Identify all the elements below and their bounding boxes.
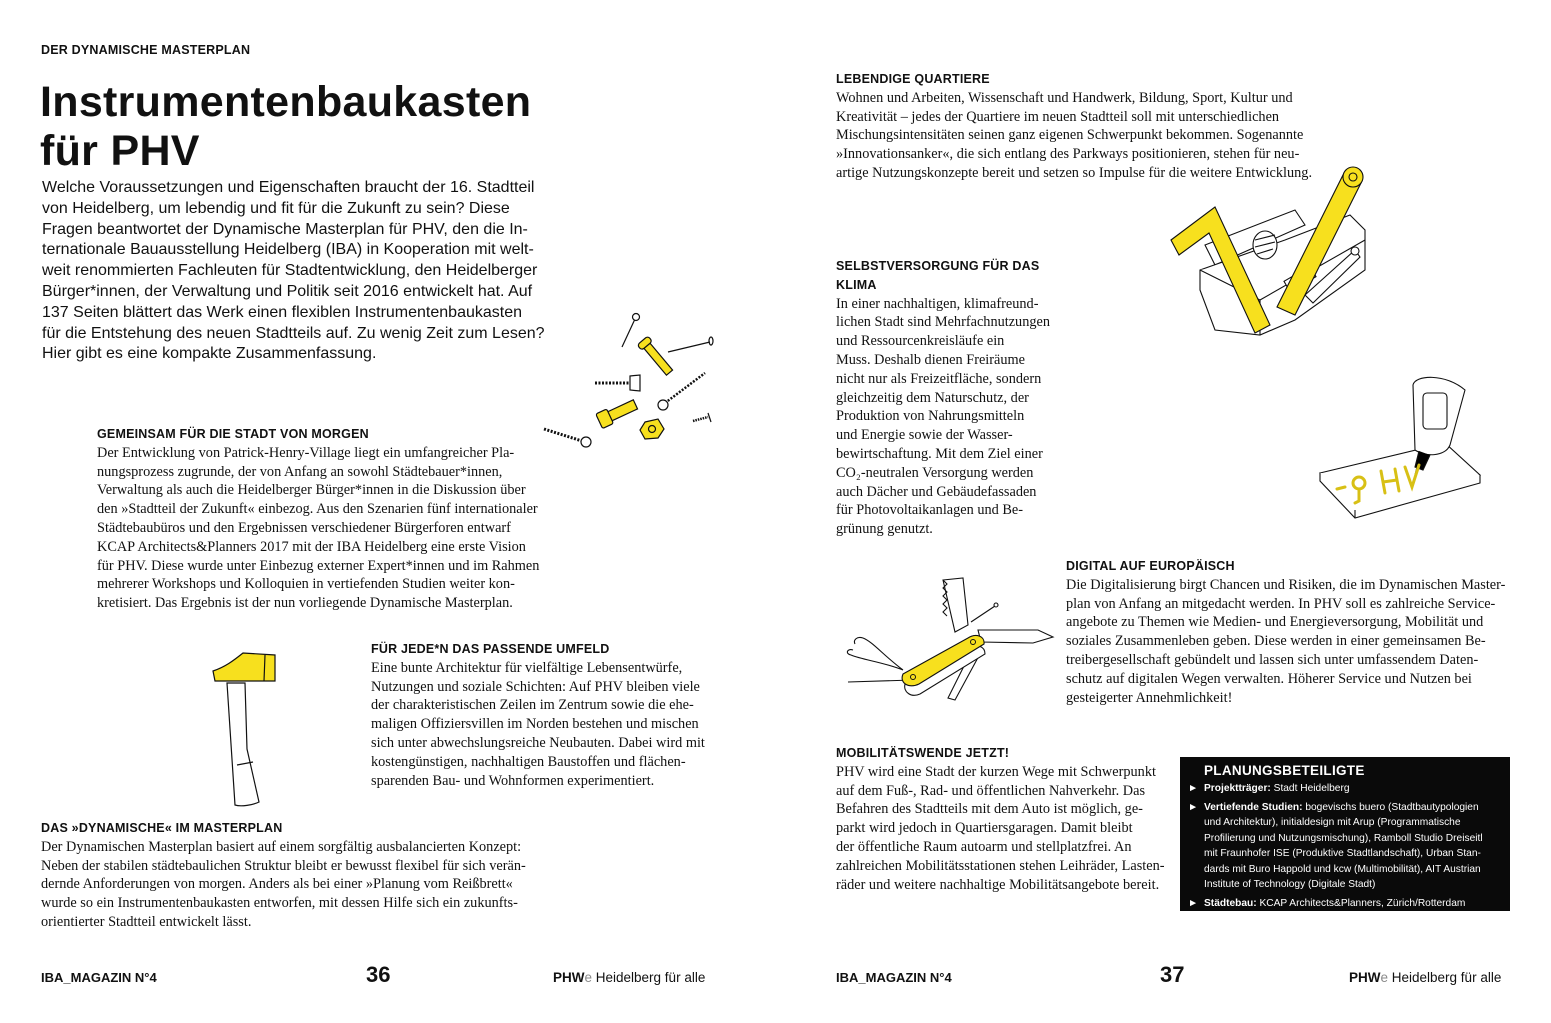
section-heading: MOBILITÄTSWENDE JETZT! (836, 746, 1010, 760)
body-line: plan von Anfang an mitgedacht werden. In PHV soll es zahlreiche Service- (1066, 595, 1496, 612)
body-line: artige Nutzungskonzepte bereit und setzen so Impulse für die weitere Entwicklung. (836, 164, 1313, 181)
item-text: KCAP Architects&Planners, Zürich/Rotterdam (1256, 897, 1466, 909)
body-line: parkt wird jedoch in Quartiersgaragen. Damit bleibt (836, 820, 1133, 837)
item-text: bogevischs buero (Stadtbautypologien (1302, 801, 1479, 813)
lead-line: 137 Seiten blättert das Werk einen flexiblen Instrumentenbaukasten (42, 303, 522, 321)
lead-line: ternationale Bauausstellung Heidelberg (IBA) in Kooperation mit welt- (42, 241, 534, 259)
hammer-illustration (205, 645, 285, 815)
body-line: schutz auf digitalen Wegen verwalten. Höherer Service und Nutzen bei (1066, 670, 1472, 687)
brand-light: e (1380, 970, 1389, 985)
body-line: dernde Anforderungen von morgen. Anders als bei einer »Planung vom Reißbrett« (41, 876, 513, 893)
body-line: Eine bunte Architektur für vielfältige Lebensentwürfe, (371, 659, 683, 676)
body-line: Produktion von Nahrungsmitteln (836, 408, 1025, 425)
lead-line: von Heidelberg, um lebendig und fit für die Zukunft zu sein? Diese (42, 199, 510, 217)
section-heading: DIGITAL AUF EUROPÄISCH (1066, 559, 1235, 573)
body-line: auch Dächer und Gebäudefassaden (836, 483, 1037, 500)
item-label: Vertiefende Studien: (1204, 801, 1303, 813)
glue-bottle-icon (1315, 365, 1515, 535)
glue-illustration (1315, 365, 1515, 535)
item-label: Städtebau: (1204, 897, 1257, 909)
item-text: dards mit Buro Happold und kcw (Multimobilität), AIT Austrian (1204, 863, 1481, 875)
body-line: kostengünstigen, nachhaltigen Baustoffen und flächen- (371, 753, 686, 770)
body-line: soziales Zusammenleben geben. Diese werden in einer gemeinsamen Be- (1066, 633, 1486, 650)
body-line: zahlreichen Mobilitätsstationen stehen Leihräder, Lasten- (836, 857, 1165, 874)
page-number: 36 (366, 962, 391, 987)
section-umfeld (371, 640, 731, 790)
item-text: mit Fraunhofer ISE (Produktive Stadtlandschaft), Urban Stan- (1204, 848, 1481, 859)
section-gemeinsam (97, 425, 567, 613)
body-line: gesteigerter Annehmlichkeit! (1066, 689, 1233, 706)
body-line: Befahren des Stadtteils mit dem Auto ist möglich, ge- (836, 801, 1143, 818)
section-body (371, 659, 731, 791)
body-line: und Energie sowie der Wasser- (836, 427, 1013, 444)
section-digital (1066, 557, 1516, 707)
section-mobilitaet (836, 744, 1176, 894)
footer-magazine: IBA_MAGAZIN N°4 (41, 970, 157, 985)
section-body (836, 295, 1061, 539)
body-line: auf dem Fuß-, Rad- und öffentlichen Nahverkehr. Das (836, 782, 1146, 799)
body-line: orientierter Stadtteil entwickelt lässt. (41, 913, 252, 930)
triangle-bullet-icon: ► (1188, 801, 1199, 813)
body-line: Neben der stabilen städtebaulichen Struktur bleibt er bewusst flexibel für sich verän- (41, 857, 526, 874)
body-line: In einer nachhaltigen, klimafreund- (836, 295, 1039, 312)
body-line: Wohnen und Arbeiten, Wissenschaft und Handwerk, Bildung, Sport, Kultur und (836, 89, 1293, 106)
lead-line: Fragen beantwortet der Dynamische Masterplan für PHV, den die In- (42, 220, 528, 238)
section-heading: FÜR JEDE*N DAS PASSENDE UMFELD (371, 642, 610, 656)
footer-brand (553, 970, 705, 985)
planungsbeteiligte-box (1180, 757, 1510, 911)
section-heading (836, 257, 1061, 295)
section-heading: DAS »DYNAMISCHE« IM MASTERPLAN (41, 821, 283, 835)
body-line: grünung genutzt. (836, 521, 933, 538)
brand-light: e (584, 970, 593, 985)
section-body (836, 763, 1176, 895)
body-line: für PHV. Diese wurde unter Einbezug externer Expert*innen und im Rahmen (97, 557, 540, 574)
body-line: nicht nur als Freizeitfläche, sondern (836, 370, 1042, 387)
section-body (1066, 576, 1516, 708)
body-line: Der Dynamischen Masterplan basiert auf einem sorgfältig ausbalancierten Konzept: (41, 838, 522, 855)
body-line: Muss. Deshalb dienen Freiräume (836, 351, 1025, 368)
body-line: PHV wird eine Stadt der kurzen Wege mit Schwerpunkt (836, 763, 1156, 780)
lead-line: Hier gibt es eine kompakte Zusammenfassung. (42, 345, 377, 363)
body-line: bewirtschaftung. Mit dem Ziel einer (836, 445, 1043, 462)
lead-line: weit renommierten Fachleuten für Stadtentwicklung, den Heidelberger (42, 262, 538, 280)
item-text: Stadt Heidelberg (1270, 783, 1350, 794)
body-line: Der Entwicklung von Patrick-Henry-Village liegt ein umfangreicher Pla- (97, 444, 515, 461)
item-text: Profilierung und Nutzungsmischung), Ramboll Studio Dreiseitl (1204, 832, 1483, 844)
toolbox-illustration (1165, 165, 1380, 340)
body-line: maligen Offiziersvillen im Norden bestehen und mischen (371, 716, 699, 733)
body-line: der charakteristischen Zeilen im Zentrum sowie die ehe- (371, 697, 694, 714)
toolbox-icon (1165, 165, 1380, 340)
body-line: angebote zu Themen wie Medien- und Energieversorgung, Mobilität und (1066, 614, 1484, 631)
body-line: KCAP Architects&Planners 2017 mit der IBA Heidelberg eine erste Vision (97, 538, 526, 555)
body-line: der öffentliche Raum autoarm und stellplatzfrei. An (836, 838, 1132, 855)
body-line: wurde so ein Instrumentenbaukasten entworfen, mit dessen Hilfe sich ein zukunfts- (41, 895, 518, 912)
screws-icon (540, 305, 720, 455)
brand-rest: Heidelberg für alle (592, 970, 706, 985)
body-line: Städtebaubüros und den Ergebnissen verschiedener Bürgerforen entwarf (97, 519, 511, 536)
body-line: Verwaltung als auch die Heidelberger Bürger*innen in die Diskussion über (97, 482, 526, 499)
body-line: sich unter abwechslungsreiche Neubauten. Dabei wird mit (371, 734, 705, 751)
triangle-bullet-icon: ► (1188, 783, 1199, 794)
box-item-studien (1186, 800, 1504, 893)
body-line: lichen Stadt sind Mehrfachnutzungen (836, 314, 1050, 331)
body-line: Mischungsintensitäten seinen ganz eigenen Schwerpunkt bekommen. Sogenannte (836, 127, 1304, 144)
body-line: für Photovoltaikanlagen und Be- (836, 502, 1024, 519)
body-line: CO₂-neutralen Versorgung werden (836, 464, 1034, 481)
lead-line: Bürger*innen, der Verwaltung und Politik seit 2016 entwickelt hat. Auf (42, 282, 533, 300)
pocketknife-illustration (843, 570, 1058, 705)
section-dynamische (41, 819, 561, 932)
lead-line: für die Entstehung des neuen Stadtteils auf. Zu wenig Zeit zum Lesen? (42, 324, 545, 342)
page-title-line-1: Instrumentenbaukasten (40, 78, 532, 126)
body-line: kretisiert. Das Ergebnis ist der nun vorliegende Dynamische Masterplan. (97, 595, 513, 612)
lead-paragraph (42, 178, 552, 365)
pocketknife-icon (843, 570, 1058, 705)
footer-brand (1349, 970, 1501, 985)
page-title-line-2: für PHV (40, 127, 200, 175)
body-line: sparenden Bau- und Wohnformen experimentiert. (371, 772, 655, 789)
hammer-icon (205, 645, 285, 815)
section-kicker: DER DYNAMISCHE MASTERPLAN (41, 43, 251, 57)
section-body (41, 838, 561, 932)
footer-magazine: IBA_MAGAZIN N°4 (836, 970, 952, 985)
section-selbstversorgung (836, 257, 1061, 539)
section-heading: LEBENDIGE QUARTIERE (836, 72, 990, 86)
body-line: und Ressourcenkreisläufe ein (836, 333, 1005, 350)
body-line: gleichzeitig dem Naturschutz, der (836, 389, 1029, 406)
box-item-staedtebau (1186, 896, 1504, 912)
heading-line: KLIMA (836, 277, 877, 292)
box-item-projekttraeger (1186, 781, 1504, 797)
brand-bold: PHW (1349, 970, 1381, 985)
triangle-bullet-icon: ► (1188, 897, 1199, 909)
section-body (97, 444, 567, 613)
item-text: Institute of Technology (Digitale Stadt) (1204, 879, 1376, 890)
body-line: Die Digitalisierung birgt Chancen und Risiken, die im Dynamischen Master- (1066, 576, 1506, 593)
screws-illustration (540, 305, 720, 455)
item-label: Projektträger: (1204, 783, 1271, 794)
body-line: »Innovationsanker«, die sich entlang des Parkways positionieren, stehen für neu- (836, 146, 1300, 163)
page-number: 37 (1160, 962, 1185, 987)
body-line: den »Stadtteil der Zukunft« einbezog. Aus den Szenarien fünf internationaler (97, 501, 538, 518)
brand-bold: PHW (553, 970, 585, 985)
page-title (40, 78, 531, 176)
item-text: und Architektur), initialdesign mit Arup (Programmatische (1204, 817, 1461, 828)
body-line: Nutzungen und soziale Schichten: Auf PHV bleiben viele (371, 678, 700, 695)
body-line: treibergesellschaft gebündelt und lassen sich unter umfassendem Daten- (1066, 651, 1479, 668)
box-title: PLANUNGSBETEILIGTE (1204, 763, 1365, 778)
lead-line: Welche Voraussetzungen und Eigenschaften braucht der 16. Stadtteil (42, 179, 535, 196)
body-line: mehrerer Workshops und Kolloquien in vertiefenden Studien weiter kon- (97, 576, 515, 593)
body-line: Kreativität – jedes der Quartiere im neuen Stadtteil soll mit unterschiedlichen (836, 108, 1280, 125)
body-line: räder und weitere nachhaltige Mobilitätsangebote bereit. (836, 876, 1160, 893)
body-line: nungsprozess zugrunde, der von Anfang an sowohl Städtebauer*innen, (97, 463, 503, 480)
brand-rest: Heidelberg für alle (1388, 970, 1502, 985)
heading-line: SELBSTVERSORGUNG FÜR DAS (836, 259, 1040, 273)
section-heading: GEMEINSAM FÜR DIE STADT VON MORGEN (97, 427, 369, 441)
